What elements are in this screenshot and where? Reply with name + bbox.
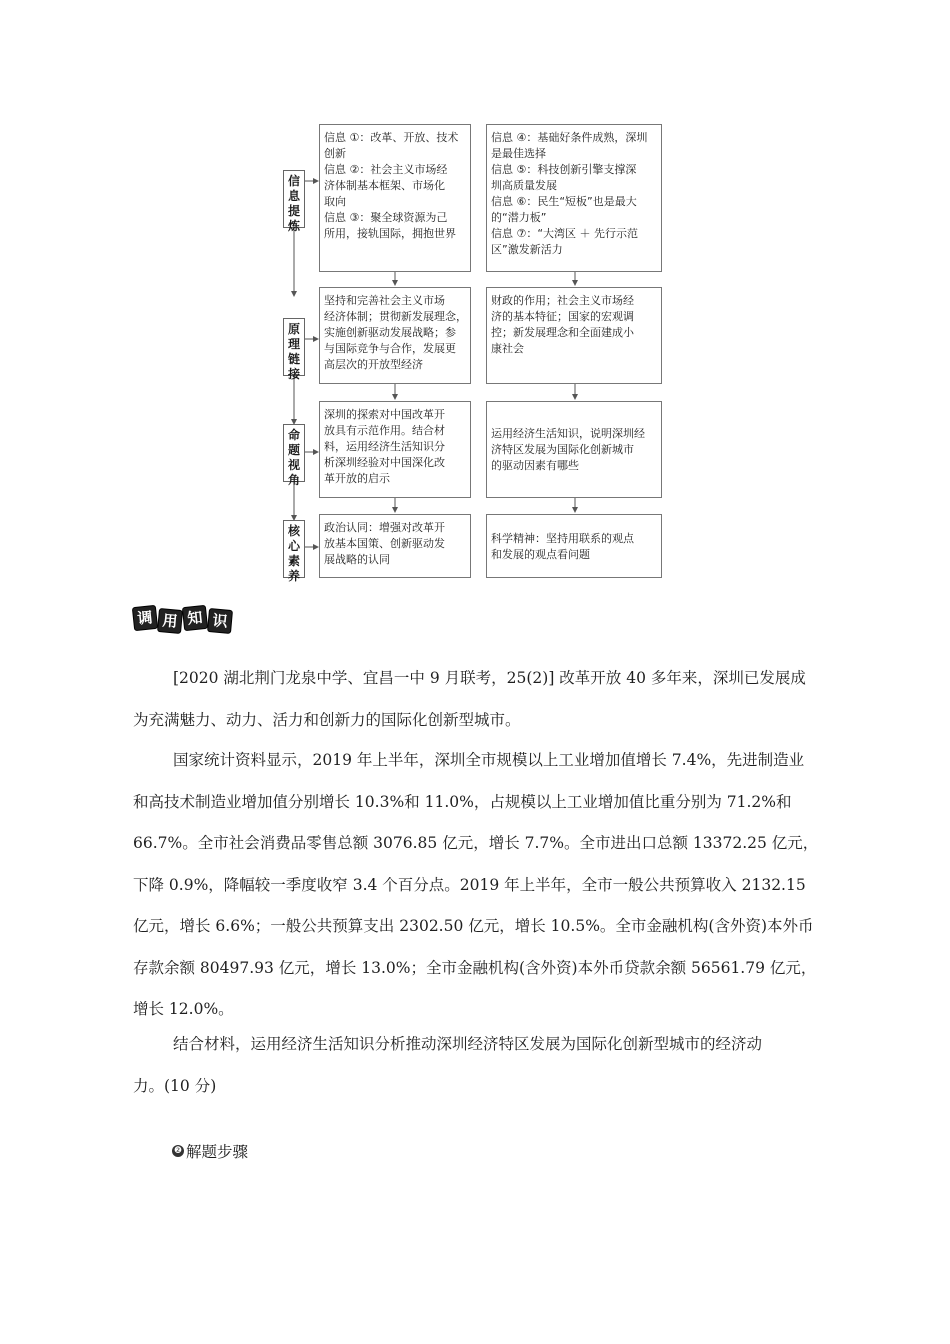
box-line: 财政的作用；社会主义市场经 <box>491 294 634 307</box>
paragraph-line: 力。(10 分) <box>133 1076 217 1095</box>
box-line: 高层次的开放型经济 <box>324 358 423 371</box>
stage-label-core-literacy <box>283 520 305 583</box>
box-line: 信息 ③：聚全球资源为己 <box>324 211 448 224</box>
diagram-connectors <box>0 0 950 600</box>
question-source-paragraph <box>133 658 823 741</box>
question-box-left <box>319 401 471 498</box>
box-line: 科学精神：坚持用联系的观点 <box>491 531 634 545</box>
box-line: 料，运用经济生活知识分 <box>324 440 445 453</box>
box-line: 信息 ⑦：“大湾区 ＋ 先行示范 <box>491 227 639 240</box>
stage-label-char: 链 <box>287 352 300 366</box>
box-line: 康社会 <box>491 342 524 355</box>
box-line: 控；新发展理念和全面建成小 <box>491 326 634 339</box>
question-box-right <box>486 401 662 498</box>
stage-label-char: 息 <box>287 189 300 203</box>
paragraph-line: 国家统计资料显示，2019 年上半年，深圳全市规模以上工业增加值增长 7.4%，先进制造业 <box>173 751 805 769</box>
box-line: 析深圳经验对中国深化改 <box>324 456 445 469</box>
info-box-left <box>319 124 471 272</box>
box-line: 取向 <box>324 195 346 208</box>
box-line: 与国际竞争与合作，发展更 <box>324 342 456 355</box>
stage-label-question-perspective <box>283 424 305 487</box>
section-badge <box>133 606 233 634</box>
badge-char: 识 <box>207 608 233 634</box>
box-line: 信息 ④：基础好条件成熟，深圳 <box>491 131 648 144</box>
stage-label-info-extraction <box>283 170 305 233</box>
box-line: 信息 ⑤：科技创新引擎支撑深 <box>491 163 637 176</box>
paragraph-line: 增长 12.0%。 <box>133 1000 234 1018</box>
box-line: 的“潜力板” <box>491 211 547 224</box>
paragraph-line: [2020 湖北荆门龙泉中学、宜昌一中 9 月联考，25(2)] 改革开放 40 多年来，深圳已发展成 <box>173 669 806 687</box>
box-line: 济体制基本框架、市场化 <box>324 179 445 192</box>
stage-label-char: 题 <box>287 443 300 457</box>
box-line: 放基本国策、创新驱动发 <box>324 537 445 550</box>
box-line: 信息 ①：改革、开放、技术 <box>324 131 459 144</box>
paragraph-line: 结合材料，运用经济生活知识分析推动深圳经济特区发展为国际化创新型城市的经济动 <box>173 1035 763 1053</box>
stage-label-char: 养 <box>287 569 300 583</box>
analysis-flow-diagram <box>0 0 950 600</box>
stage-label-char: 心 <box>287 539 300 553</box>
paragraph-line: 存款余额 80497.93 亿元，增长 13.0%；全市金融机构(含外资)本外币贷款余额 56561.79 亿元， <box>133 958 817 977</box>
badge-char: 用 <box>157 608 183 634</box>
paragraph-line: 66.7%。全市社会消费品零售总额 3076.85 亿元，增长 7.7%。全市进出口总额 13372.25 亿元， <box>133 834 819 852</box>
principle-box-left <box>319 287 471 384</box>
paragraph-line: 下降 0.9%，降幅较一季度收窄 3.4 个百分点。2019 年上半年，全市一般公共预算收入 2132.15 <box>133 875 806 894</box>
box-line: 济特区发展为国际化创新城市 <box>491 443 634 456</box>
stage-label-char: 命 <box>287 428 300 442</box>
stage-label-char: 视 <box>287 458 300 472</box>
statistics-paragraph <box>133 740 823 1031</box>
literacy-box-right <box>486 514 662 578</box>
box-line: 实施创新驱动发展战略；参 <box>324 326 456 339</box>
box-line: 深圳的探索对中国改革开 <box>324 408 445 421</box>
box-line: 圳高质量发展 <box>491 179 557 192</box>
stage-label-char: 炼 <box>287 219 300 233</box>
badge-char: 调 <box>132 605 158 631</box>
box-line: 的驱动因素有哪些 <box>491 459 579 472</box>
info-box-right <box>486 124 662 272</box>
stage-label-char: 角 <box>287 473 300 487</box>
stage-label-char: 接 <box>287 367 300 381</box>
box-line: 济的基本特征；国家的宏观调 <box>491 310 634 323</box>
box-line: 是最佳选择 <box>491 147 546 160</box>
box-line: 经济体制；贯彻新发展理念， <box>324 310 467 323</box>
box-line: 创新 <box>324 147 346 160</box>
solution-steps-heading <box>172 1140 248 1162</box>
stage-label-char: 理 <box>287 337 300 351</box>
paragraph-line: 为充满魅力、动力、活力和创新力的国际化创新型城市。 <box>133 710 521 729</box>
stage-label-char: 原 <box>287 322 300 336</box>
stage-label-char: 素 <box>287 554 300 568</box>
box-line: 信息 ⑥：民生“短板”也是最大 <box>491 195 637 208</box>
badge-char: 知 <box>182 605 208 631</box>
stage-label-char: 核 <box>287 524 300 538</box>
box-line: 坚持和完善社会主义市场 <box>324 294 445 307</box>
step-number-icon: ❷ <box>173 1146 183 1156</box>
box-line: 放具有示范作用。结合材 <box>324 424 445 437</box>
box-line: 区”激发新活力 <box>491 243 563 256</box>
box-line: 所用，接轨国际，拥抱世界 <box>324 227 456 240</box>
principle-box-right <box>486 287 662 384</box>
box-line: 和发展的观点看问题 <box>491 547 590 561</box>
box-line: 运用经济生活知识，说明深圳经 <box>491 427 645 440</box>
box-line: 展战略的认同 <box>324 553 390 566</box>
question-prompt-paragraph <box>133 1024 823 1107</box>
paragraph-line: 亿元，增长 6.6%；一般公共预算支出 2302.50 亿元，增长 10.5%。全市金融机构(含外资)本外币 <box>133 917 814 935</box>
box-line: 革开放的启示 <box>324 472 390 485</box>
box-line: 信息 ②：社会主义市场经 <box>324 163 448 176</box>
literacy-box-left <box>319 514 471 578</box>
paragraph-line: 和高技术制造业增加值分别增长 10.3%和 11.0%，占规模以上工业增加值比重分别为 71.2%和 <box>133 792 792 811</box>
stage-label-char: 信 <box>287 174 300 188</box>
box-line: 政治认同：增强对改革开 <box>324 521 445 534</box>
stage-label-principle-link <box>283 318 305 381</box>
solution-steps-label: 解题步骤 <box>186 1143 249 1161</box>
stage-label-char: 提 <box>287 204 300 218</box>
